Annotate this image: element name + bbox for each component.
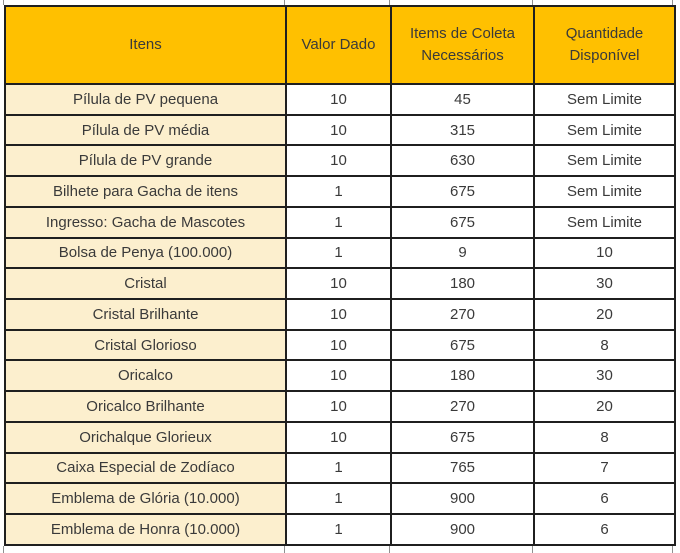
cell-item-name: Orichalque Glorieux: [5, 422, 286, 453]
cell-item-name: Bolsa de Penya (100.000): [5, 238, 286, 269]
cell-valor-dado: 10: [286, 268, 391, 299]
header-row: [5, 6, 675, 84]
cell-valor-dado: 10: [286, 391, 391, 422]
cell-quantidade-disponivel: 7: [534, 453, 675, 484]
cell-item-name: Emblema de Glória (10.000): [5, 483, 286, 514]
cell-item-name: Bilhete para Gacha de itens: [5, 176, 286, 207]
cell-quantidade-disponivel: 20: [534, 299, 675, 330]
cell-item-name: Pílula de PV pequena: [5, 84, 286, 115]
cell-quantidade-disponivel: 6: [534, 483, 675, 514]
table-row: [5, 330, 675, 361]
cell-items-coleta-necessarios: 900: [391, 514, 534, 545]
cell-quantidade-disponivel: Sem Limite: [534, 115, 675, 146]
column-header-quantidade-disponivel: Quantidade Disponível: [534, 6, 675, 84]
cell-items-coleta-necessarios: 765: [391, 453, 534, 484]
cell-items-coleta-necessarios: 675: [391, 176, 534, 207]
cell-item-name: Cristal Brilhante: [5, 299, 286, 330]
cell-quantidade-disponivel: Sem Limite: [534, 176, 675, 207]
cell-quantidade-disponivel: Sem Limite: [534, 207, 675, 238]
cell-item-name: Pílula de PV grande: [5, 145, 286, 176]
cell-valor-dado: 10: [286, 422, 391, 453]
cell-item-name: Cristal: [5, 268, 286, 299]
cell-items-coleta-necessarios: 630: [391, 145, 534, 176]
cell-quantidade-disponivel: 30: [534, 268, 675, 299]
cell-items-coleta-necessarios: 900: [391, 483, 534, 514]
cell-valor-dado: 1: [286, 483, 391, 514]
cell-items-coleta-necessarios: 270: [391, 391, 534, 422]
table-row: [5, 422, 675, 453]
cell-valor-dado: 10: [286, 330, 391, 361]
cell-quantidade-disponivel: 10: [534, 238, 675, 269]
cell-item-name: Oricalco: [5, 360, 286, 391]
cell-item-name: Cristal Glorioso: [5, 330, 286, 361]
cell-quantidade-disponivel: 8: [534, 422, 675, 453]
cell-valor-dado: 1: [286, 207, 391, 238]
cell-quantidade-disponivel: Sem Limite: [534, 84, 675, 115]
cell-valor-dado: 10: [286, 299, 391, 330]
table-row: [5, 453, 675, 484]
cell-quantidade-disponivel: 30: [534, 360, 675, 391]
cell-valor-dado: 10: [286, 115, 391, 146]
cell-items-coleta-necessarios: 315: [391, 115, 534, 146]
table-row: [5, 299, 675, 330]
cell-valor-dado: 1: [286, 514, 391, 545]
cell-items-coleta-necessarios: 180: [391, 268, 534, 299]
cell-valor-dado: 10: [286, 84, 391, 115]
cell-valor-dado: 1: [286, 453, 391, 484]
column-header-itens: Itens: [5, 6, 286, 84]
cell-items-coleta-necessarios: 45: [391, 84, 534, 115]
table-row: [5, 514, 675, 545]
table-header: [5, 6, 675, 84]
column-header-valor-dado: Valor Dado: [286, 6, 391, 84]
cell-valor-dado: 10: [286, 145, 391, 176]
cell-item-name: Pílula de PV média: [5, 115, 286, 146]
cell-quantidade-disponivel: Sem Limite: [534, 145, 675, 176]
cell-items-coleta-necessarios: 9: [391, 238, 534, 269]
gridline-stub: [389, 546, 390, 553]
table-row: [5, 84, 675, 115]
cell-valor-dado: 1: [286, 238, 391, 269]
cell-quantidade-disponivel: 8: [534, 330, 675, 361]
cell-quantidade-disponivel: 20: [534, 391, 675, 422]
cell-items-coleta-necessarios: 675: [391, 330, 534, 361]
table-row: [5, 360, 675, 391]
cell-items-coleta-necessarios: 270: [391, 299, 534, 330]
table-row: [5, 176, 675, 207]
cell-item-name: Ingresso: Gacha de Mascotes: [5, 207, 286, 238]
table-row: [5, 238, 675, 269]
gridline-stub: [672, 546, 673, 553]
table-row: [5, 483, 675, 514]
cell-items-coleta-necessarios: 675: [391, 422, 534, 453]
gridline-stub: [3, 546, 4, 553]
table-row: [5, 391, 675, 422]
table-row: [5, 207, 675, 238]
table-row: [5, 145, 675, 176]
cell-valor-dado: 10: [286, 360, 391, 391]
cell-item-name: Caixa Especial de Zodíaco: [5, 453, 286, 484]
gridline-stub: [284, 546, 285, 553]
cell-valor-dado: 1: [286, 176, 391, 207]
gridline-stub: [532, 546, 533, 553]
cell-item-name: Oricalco Brilhante: [5, 391, 286, 422]
cell-item-name: Emblema de Honra (10.000): [5, 514, 286, 545]
table-row: [5, 115, 675, 146]
cell-items-coleta-necessarios: 675: [391, 207, 534, 238]
cell-quantidade-disponivel: 6: [534, 514, 675, 545]
table-row: [5, 268, 675, 299]
column-header-items-coleta-necessarios: Items de Coleta Necessários: [391, 6, 534, 84]
table-body: [5, 84, 675, 545]
item-exchange-table: [4, 5, 676, 546]
cell-items-coleta-necessarios: 180: [391, 360, 534, 391]
